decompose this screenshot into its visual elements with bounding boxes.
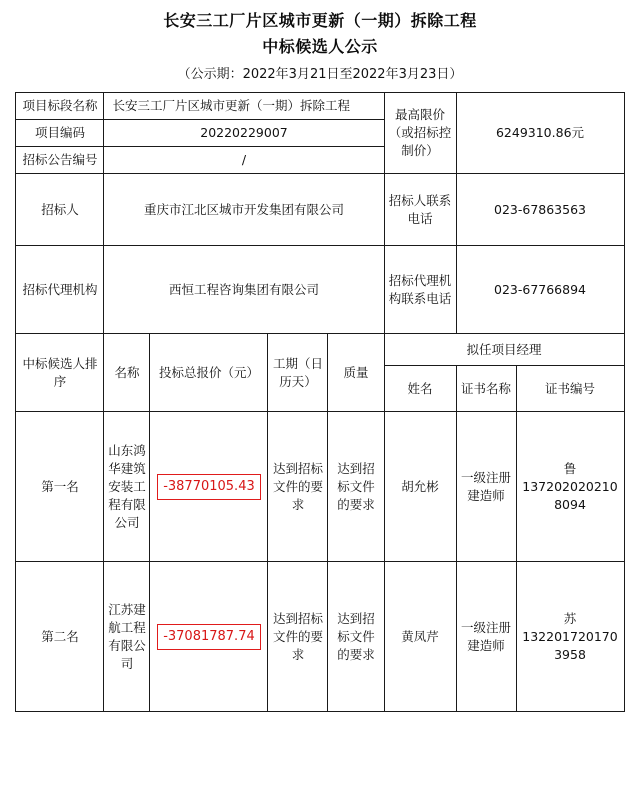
candidate-cert-code: 鲁1372020202108094 [516,412,624,562]
table-row [16,174,624,246]
header-cert-code: 证书编号 [516,366,624,412]
header-manager-name: 姓名 [384,366,456,412]
notice-code-value: / [104,147,384,174]
candidate-total-price-cell [150,562,268,712]
max-price-value: 6249310.86元 [456,93,624,174]
candidate-duration: 达到招标文件的要求 [268,412,328,562]
table-row [16,412,624,562]
candidate-quality: 达到招标文件的要求 [328,412,384,562]
header-total-price: 投标总报价（元） [150,334,268,412]
candidate-cert-name: 一级注册建造师 [456,562,516,712]
candidate-rank: 第二名 [16,562,104,712]
tenderee-label: 招标人 [16,174,104,246]
tenderee-phone-label: 招标人联系电话 [384,174,456,246]
publicity-period: （公示期：2022年3月21日至2022年3月23日） [177,67,463,82]
agency-value: 西恒工程咨询集团有限公司 [104,246,384,334]
candidates-header-row [16,334,624,366]
header-cert-name: 证书名称 [456,366,516,412]
candidate-cert-name: 一级注册建造师 [456,412,516,562]
candidate-cert-code: 苏1322017201703958 [516,562,624,712]
table-row [16,93,624,120]
table-row [16,246,624,334]
header-duration: 工期（日历天） [268,334,328,412]
candidate-total-price: -37081787.74 [157,624,261,650]
project-code-value: 20220229007 [104,120,384,147]
document-title-block [0,0,640,60]
candidate-manager-name: 黄凤芹 [384,562,456,712]
agency-phone-label: 招标代理机构联系电话 [384,246,456,334]
project-name-label: 项目标段名称 [16,93,104,120]
candidate-name: 山东鸿华建筑安装工程有限公司 [104,412,150,562]
max-price-label: 最高限价（或招标控制价） [384,93,456,174]
project-name-value: 长安三工厂片区城市更新（一期）拆除工程 [104,93,384,120]
project-code-label: 项目编码 [16,120,104,147]
announcement-table [15,92,624,712]
header-name: 名称 [104,334,150,412]
candidate-total-price: -38770105.43 [157,474,261,500]
tenderee-value: 重庆市江北区城市开发集团有限公司 [104,174,384,246]
candidate-total-price-cell [150,412,268,562]
candidate-rank: 第一名 [16,412,104,562]
title-line-1: 长安三工厂片区城市更新（一期）拆除工程 [163,11,477,30]
title-line-2: 中标候选人公示 [262,37,378,56]
agency-label: 招标代理机构 [16,246,104,334]
candidate-duration: 达到招标文件的要求 [268,562,328,712]
agency-phone-value: 023-67766894 [456,246,624,334]
notice-code-label: 招标公告编号 [16,147,104,174]
header-manager-group: 拟任项目经理 [384,334,624,366]
candidate-manager-name: 胡允彬 [384,412,456,562]
header-quality: 质量 [328,334,384,412]
candidate-name: 江苏建航工程有限公司 [104,562,150,712]
candidate-quality: 达到招标文件的要求 [328,562,384,712]
header-rank: 中标候选人排序 [16,334,104,412]
table-row [16,562,624,712]
tenderee-phone-value: 023-67863563 [456,174,624,246]
